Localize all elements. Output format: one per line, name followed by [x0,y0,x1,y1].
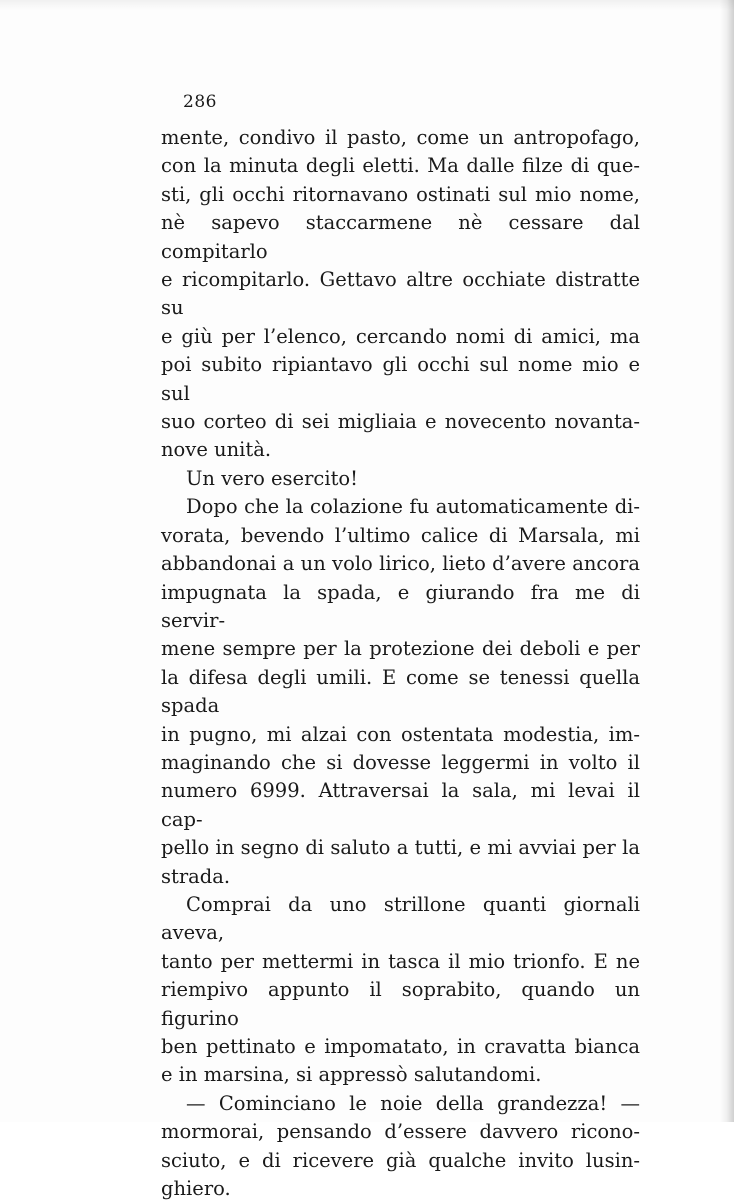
text-line: riempivo appunto il soprabito, quando un figurino [161,978,640,1030]
text-line: Comprai da uno strillone quanti giornali aveva, [161,892,640,945]
text-line: Un vero esercito! [186,466,358,490]
text-line: Dopo che la colazione fu automaticamente di- [186,495,640,519]
paragraph [161,465,640,493]
text-line: con la minuta degli eletti. Ma dalle filze di que- [161,154,640,178]
text-line: in pugno, mi alzai con ostentata modestia, im- [161,722,640,746]
text-line: la difesa degli umili. E come se tenessi quella spada [161,665,640,718]
text-line: sciuto, e di ricevere già qualche invito lusin- [161,1148,640,1172]
text-line: strada. [161,864,231,888]
text-line: sti, gli occhi ritornavano ostinati sul mio nome, [161,182,640,206]
text-line: vorata, bevendo l’ultimo calice di Marsala, mi [161,523,640,547]
page-right-shadow [720,0,734,1122]
text-line: numero 6999. Attraversai la sala, mi levai il cap- [161,779,640,831]
text-line: e giù per l’elenco, cercando nomi di amici, ma [161,324,640,348]
paragraph [161,124,640,465]
text-line: mene sempre per la protezione dei deboli e per [161,637,640,661]
text-line: mente, condivo il pasto, come un antropofago, [161,126,640,149]
paragraph [161,1090,640,1203]
text-line: maginando che si dovesse leggermi in volto il [161,750,640,774]
text-line: impugnata la spada, e giurando fra me di servir- [161,580,640,632]
text-line: tanto per mettermi in tasca il mio trionfo. E ne [161,949,640,973]
text-line: ghiero. [161,1177,231,1201]
text-line: abbandonai a un volo lirico, lieto d’avere ancora [161,552,640,576]
text-line: — Cominciano le noie della grandezza! — [186,1091,640,1115]
body-text [161,124,640,1203]
text-line: nove unità. [161,438,272,462]
paragraph [161,493,640,891]
text-line: nè sapevo staccarmene nè cessare dal compitarlo [161,211,640,263]
text-line: suo corteo di sei migliaia e novecento novanta- [161,410,640,434]
text-line: poi subito ripiantavo gli occhi sul nome mio e sul [161,353,640,405]
text-line: ben pettinato e impomatato, in cravatta bianca [161,1035,640,1058]
text-line: pello in segno di saluto a tutti, e mi avviai per la [161,836,640,860]
page-number: 286 [183,92,217,112]
page-top-shadow [0,0,734,10]
text-line: mormorai, pensando d’essere davvero ricono- [161,1120,640,1144]
text-line: e ricompitarlo. Gettavo altre occhiate distratte su [161,268,640,320]
text-line: e in marsina, si appressò salutandomi. [161,1063,542,1087]
paragraph [161,891,640,1090]
